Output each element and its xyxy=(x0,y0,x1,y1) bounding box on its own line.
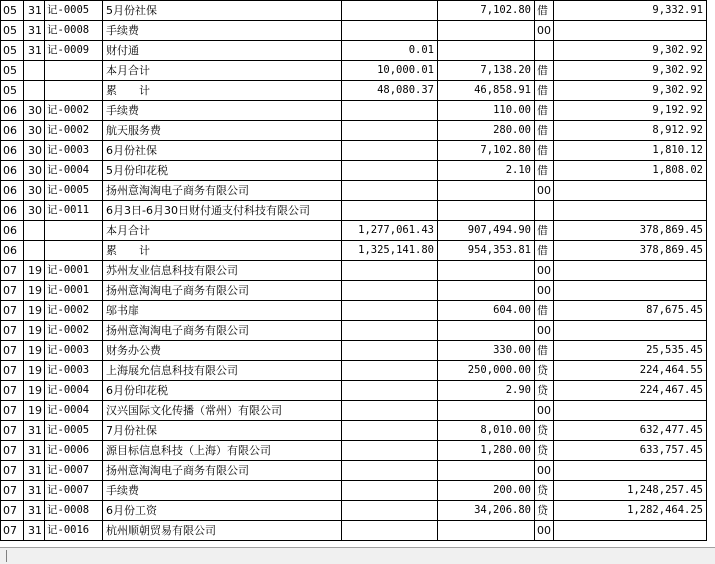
balance-cell[interactable] xyxy=(554,461,707,481)
day-cell[interactable]: 31 xyxy=(24,461,45,481)
voucher-cell[interactable]: 记-0004 xyxy=(45,161,103,181)
voucher-cell[interactable]: 记-0002 xyxy=(45,301,103,321)
direction-cell[interactable] xyxy=(535,41,554,61)
direction-cell[interactable]: 00 xyxy=(535,401,554,421)
summary-cell[interactable]: 7月份社保 xyxy=(103,421,342,441)
credit-cell[interactable] xyxy=(438,181,535,201)
credit-cell[interactable]: 34,206.80 xyxy=(438,501,535,521)
table-row[interactable] xyxy=(1,481,707,501)
balance-cell[interactable] xyxy=(554,281,707,301)
day-cell[interactable]: 30 xyxy=(24,201,45,221)
balance-cell[interactable]: 632,477.45 xyxy=(554,421,707,441)
direction-cell[interactable]: 贷 xyxy=(535,481,554,501)
direction-cell[interactable]: 借 xyxy=(535,121,554,141)
table-row[interactable] xyxy=(1,461,707,481)
month-cell[interactable]: 07 xyxy=(1,281,24,301)
table-row[interactable] xyxy=(1,41,707,61)
summary-cell[interactable]: 杭州顺朝贸易有限公司 xyxy=(103,521,342,541)
summary-cell[interactable]: 手续费 xyxy=(103,481,342,501)
day-cell[interactable]: 19 xyxy=(24,401,45,421)
balance-cell[interactable]: 8,912.92 xyxy=(554,121,707,141)
debit-cell[interactable] xyxy=(342,101,438,121)
voucher-cell[interactable]: 记-0001 xyxy=(45,261,103,281)
balance-cell[interactable]: 87,675.45 xyxy=(554,301,707,321)
direction-cell[interactable]: 贷 xyxy=(535,501,554,521)
summary-cell[interactable]: 苏州友业信息科技有限公司 xyxy=(103,261,342,281)
table-row[interactable] xyxy=(1,1,707,21)
credit-cell[interactable] xyxy=(438,321,535,341)
credit-cell[interactable] xyxy=(438,21,535,41)
balance-cell[interactable]: 633,757.45 xyxy=(554,441,707,461)
month-cell[interactable]: 06 xyxy=(1,201,24,221)
debit-cell[interactable] xyxy=(342,121,438,141)
table-row[interactable] xyxy=(1,261,707,281)
summary-cell[interactable]: 上海展允信息科技有限公司 xyxy=(103,361,342,381)
summary-cell[interactable]: 本月合计 xyxy=(103,221,342,241)
debit-cell[interactable]: 1,325,141.80 xyxy=(342,241,438,261)
balance-cell[interactable]: 9,302.92 xyxy=(554,41,707,61)
summary-cell[interactable]: 手续费 xyxy=(103,101,342,121)
summary-cell[interactable]: 6月份社保 xyxy=(103,141,342,161)
day-cell[interactable]: 30 xyxy=(24,141,45,161)
month-cell[interactable]: 05 xyxy=(1,1,24,21)
direction-cell[interactable]: 借 xyxy=(535,61,554,81)
day-cell[interactable] xyxy=(24,241,45,261)
table-row[interactable] xyxy=(1,181,707,201)
month-cell[interactable]: 07 xyxy=(1,461,24,481)
credit-cell[interactable]: 110.00 xyxy=(438,101,535,121)
direction-cell[interactable]: 借 xyxy=(535,81,554,101)
table-row[interactable] xyxy=(1,221,707,241)
summary-cell[interactable]: 航天服务费 xyxy=(103,121,342,141)
debit-cell[interactable] xyxy=(342,501,438,521)
voucher-cell[interactable]: 记-0008 xyxy=(45,21,103,41)
table-row[interactable] xyxy=(1,501,707,521)
month-cell[interactable]: 06 xyxy=(1,221,24,241)
credit-cell[interactable] xyxy=(438,521,535,541)
scroll-edge-mark xyxy=(6,550,7,562)
table-row[interactable] xyxy=(1,401,707,421)
voucher-cell[interactable]: 记-0002 xyxy=(45,101,103,121)
day-cell[interactable]: 31 xyxy=(24,481,45,501)
credit-cell[interactable]: 1,280.00 xyxy=(438,441,535,461)
voucher-cell[interactable]: 记-0007 xyxy=(45,461,103,481)
debit-cell[interactable] xyxy=(342,21,438,41)
debit-cell[interactable] xyxy=(342,1,438,21)
direction-cell[interactable]: 借 xyxy=(535,301,554,321)
voucher-cell[interactable] xyxy=(45,81,103,101)
voucher-cell[interactable]: 记-0009 xyxy=(45,41,103,61)
table-row[interactable] xyxy=(1,321,707,341)
summary-cell[interactable]: 源目标信息科技（上海）有限公司 xyxy=(103,441,342,461)
month-cell[interactable]: 06 xyxy=(1,101,24,121)
table-row[interactable] xyxy=(1,161,707,181)
direction-cell[interactable]: 00 xyxy=(535,281,554,301)
voucher-cell[interactable]: 记-0007 xyxy=(45,481,103,501)
debit-cell[interactable] xyxy=(342,341,438,361)
credit-cell[interactable]: 7,138.20 xyxy=(438,61,535,81)
debit-cell[interactable]: 48,080.37 xyxy=(342,81,438,101)
balance-cell[interactable] xyxy=(554,521,707,541)
table-row[interactable] xyxy=(1,521,707,541)
credit-cell[interactable]: 2.10 xyxy=(438,161,535,181)
debit-cell[interactable] xyxy=(342,161,438,181)
credit-cell[interactable]: 280.00 xyxy=(438,121,535,141)
month-cell[interactable]: 07 xyxy=(1,521,24,541)
day-cell[interactable]: 19 xyxy=(24,261,45,281)
day-cell[interactable] xyxy=(24,221,45,241)
credit-cell[interactable] xyxy=(438,41,535,61)
debit-cell[interactable] xyxy=(342,441,438,461)
direction-cell[interactable]: 贷 xyxy=(535,381,554,401)
debit-cell[interactable] xyxy=(342,201,438,221)
day-cell[interactable]: 19 xyxy=(24,361,45,381)
table-row[interactable] xyxy=(1,421,707,441)
direction-cell[interactable]: 00 xyxy=(535,321,554,341)
day-cell[interactable]: 30 xyxy=(24,161,45,181)
direction-cell[interactable]: 00 xyxy=(535,521,554,541)
day-cell[interactable]: 31 xyxy=(24,441,45,461)
balance-cell[interactable]: 9,302.92 xyxy=(554,61,707,81)
balance-cell[interactable] xyxy=(554,321,707,341)
horizontal-scrollbar[interactable] xyxy=(0,547,715,564)
day-cell[interactable]: 19 xyxy=(24,321,45,341)
debit-cell[interactable] xyxy=(342,181,438,201)
month-cell[interactable]: 07 xyxy=(1,341,24,361)
table-row[interactable] xyxy=(1,441,707,461)
summary-cell[interactable]: 6月份工资 xyxy=(103,501,342,521)
voucher-cell[interactable]: 记-0006 xyxy=(45,441,103,461)
voucher-cell[interactable]: 记-0003 xyxy=(45,341,103,361)
balance-cell[interactable] xyxy=(554,261,707,281)
day-cell[interactable]: 31 xyxy=(24,521,45,541)
credit-cell[interactable] xyxy=(438,401,535,421)
balance-cell[interactable] xyxy=(554,201,707,221)
direction-cell[interactable]: 借 xyxy=(535,341,554,361)
debit-cell[interactable] xyxy=(342,481,438,501)
direction-cell[interactable]: 借 xyxy=(535,241,554,261)
voucher-cell[interactable]: 记-0002 xyxy=(45,321,103,341)
credit-cell[interactable]: 7,102.80 xyxy=(438,1,535,21)
table-row[interactable] xyxy=(1,141,707,161)
balance-cell[interactable] xyxy=(554,181,707,201)
balance-cell[interactable]: 1,808.02 xyxy=(554,161,707,181)
voucher-cell[interactable]: 记-0002 xyxy=(45,121,103,141)
summary-cell[interactable]: 5月份印花税 xyxy=(103,161,342,181)
table-row[interactable] xyxy=(1,341,707,361)
debit-cell[interactable]: 1,277,061.43 xyxy=(342,221,438,241)
month-cell[interactable]: 07 xyxy=(1,361,24,381)
summary-cell[interactable]: 财务办公费 xyxy=(103,341,342,361)
table-row[interactable] xyxy=(1,241,707,261)
month-cell[interactable]: 07 xyxy=(1,301,24,321)
month-cell[interactable]: 06 xyxy=(1,241,24,261)
month-cell[interactable]: 07 xyxy=(1,261,24,281)
day-cell[interactable]: 19 xyxy=(24,281,45,301)
month-cell[interactable]: 06 xyxy=(1,121,24,141)
summary-cell[interactable]: 累 计 xyxy=(103,241,342,261)
month-cell[interactable]: 06 xyxy=(1,161,24,181)
voucher-cell[interactable]: 记-0004 xyxy=(45,401,103,421)
month-cell[interactable]: 06 xyxy=(1,181,24,201)
table-row[interactable] xyxy=(1,101,707,121)
summary-cell[interactable]: 本月合计 xyxy=(103,61,342,81)
table-row[interactable] xyxy=(1,381,707,401)
debit-cell[interactable] xyxy=(342,301,438,321)
summary-cell[interactable]: 扬州意淘淘电子商务有限公司 xyxy=(103,461,342,481)
day-cell[interactable]: 19 xyxy=(24,301,45,321)
day-cell[interactable]: 31 xyxy=(24,1,45,21)
voucher-cell[interactable]: 记-0001 xyxy=(45,281,103,301)
month-cell[interactable]: 07 xyxy=(1,501,24,521)
balance-cell[interactable]: 25,535.45 xyxy=(554,341,707,361)
credit-cell[interactable]: 2.90 xyxy=(438,381,535,401)
balance-cell[interactable]: 1,810.12 xyxy=(554,141,707,161)
debit-cell[interactable]: 0.01 xyxy=(342,41,438,61)
direction-cell[interactable]: 00 xyxy=(535,461,554,481)
voucher-cell[interactable]: 记-0016 xyxy=(45,521,103,541)
summary-cell[interactable]: 汉兴国际文化传播（常州）有限公司 xyxy=(103,401,342,421)
balance-cell[interactable]: 224,464.55 xyxy=(554,361,707,381)
direction-cell[interactable]: 00 xyxy=(535,181,554,201)
voucher-cell[interactable]: 记-0003 xyxy=(45,361,103,381)
debit-cell[interactable] xyxy=(342,361,438,381)
debit-cell[interactable]: 10,000.01 xyxy=(342,61,438,81)
table-row[interactable] xyxy=(1,21,707,41)
summary-cell[interactable]: 累 计 xyxy=(103,81,342,101)
day-cell[interactable]: 30 xyxy=(24,181,45,201)
debit-cell[interactable] xyxy=(342,281,438,301)
month-cell[interactable]: 07 xyxy=(1,481,24,501)
direction-cell[interactable]: 00 xyxy=(535,261,554,281)
voucher-cell[interactable] xyxy=(45,241,103,261)
summary-cell[interactable]: 6月3日-6月30日财付通支付科技有限公司 xyxy=(103,201,342,221)
month-cell[interactable]: 05 xyxy=(1,61,24,81)
direction-cell[interactable]: 借 xyxy=(535,161,554,181)
voucher-cell[interactable]: 记-0004 xyxy=(45,381,103,401)
direction-cell[interactable]: 贷 xyxy=(535,421,554,441)
balance-cell[interactable]: 9,332.91 xyxy=(554,1,707,21)
debit-cell[interactable] xyxy=(342,461,438,481)
credit-cell[interactable]: 250,000.00 xyxy=(438,361,535,381)
day-cell[interactable]: 19 xyxy=(24,341,45,361)
summary-cell[interactable]: 5月份社保 xyxy=(103,1,342,21)
month-cell[interactable]: 05 xyxy=(1,41,24,61)
voucher-cell[interactable] xyxy=(45,221,103,241)
summary-cell[interactable]: 财付通 xyxy=(103,41,342,61)
day-cell[interactable]: 19 xyxy=(24,381,45,401)
credit-cell[interactable]: 954,353.81 xyxy=(438,241,535,261)
voucher-cell[interactable]: 记-0005 xyxy=(45,1,103,21)
summary-cell[interactable]: 扬州意淘淘电子商务有限公司 xyxy=(103,281,342,301)
voucher-cell[interactable] xyxy=(45,61,103,81)
balance-cell[interactable]: 378,869.45 xyxy=(554,221,707,241)
credit-cell[interactable] xyxy=(438,281,535,301)
balance-cell[interactable]: 224,467.45 xyxy=(554,381,707,401)
direction-cell[interactable]: 贷 xyxy=(535,361,554,381)
voucher-cell[interactable]: 记-0005 xyxy=(45,421,103,441)
direction-cell[interactable]: 借 xyxy=(535,221,554,241)
month-cell[interactable]: 05 xyxy=(1,81,24,101)
day-cell[interactable]: 31 xyxy=(24,421,45,441)
table-row[interactable] xyxy=(1,301,707,321)
direction-cell[interactable]: 00 xyxy=(535,21,554,41)
table-row[interactable] xyxy=(1,361,707,381)
balance-cell[interactable]: 9,192.92 xyxy=(554,101,707,121)
balance-cell[interactable]: 9,302.92 xyxy=(554,81,707,101)
balance-cell[interactable]: 378,869.45 xyxy=(554,241,707,261)
credit-cell[interactable] xyxy=(438,201,535,221)
summary-cell[interactable]: 6月份印花税 xyxy=(103,381,342,401)
credit-cell[interactable] xyxy=(438,461,535,481)
debit-cell[interactable] xyxy=(342,321,438,341)
voucher-cell[interactable]: 记-0008 xyxy=(45,501,103,521)
debit-cell[interactable] xyxy=(342,401,438,421)
day-cell[interactable]: 31 xyxy=(24,41,45,61)
balance-cell[interactable]: 1,282,464.25 xyxy=(554,501,707,521)
voucher-cell[interactable]: 记-0005 xyxy=(45,181,103,201)
month-cell[interactable]: 07 xyxy=(1,321,24,341)
debit-cell[interactable] xyxy=(342,261,438,281)
credit-cell[interactable]: 8,010.00 xyxy=(438,421,535,441)
balance-cell[interactable] xyxy=(554,401,707,421)
direction-cell[interactable]: 贷 xyxy=(535,441,554,461)
month-cell[interactable]: 07 xyxy=(1,421,24,441)
credit-cell[interactable] xyxy=(438,261,535,281)
credit-cell[interactable]: 46,858.91 xyxy=(438,81,535,101)
summary-cell[interactable]: 手续费 xyxy=(103,21,342,41)
voucher-cell[interactable]: 记-0011 xyxy=(45,201,103,221)
month-cell[interactable]: 06 xyxy=(1,141,24,161)
month-cell[interactable]: 05 xyxy=(1,21,24,41)
credit-cell[interactable]: 200.00 xyxy=(438,481,535,501)
month-cell[interactable]: 07 xyxy=(1,441,24,461)
summary-cell[interactable]: 邬书扉 xyxy=(103,301,342,321)
balance-cell[interactable] xyxy=(554,21,707,41)
day-cell[interactable]: 31 xyxy=(24,501,45,521)
table-row[interactable] xyxy=(1,201,707,221)
day-cell[interactable]: 30 xyxy=(24,101,45,121)
credit-cell[interactable]: 604.00 xyxy=(438,301,535,321)
debit-cell[interactable] xyxy=(342,381,438,401)
credit-cell[interactable]: 330.00 xyxy=(438,341,535,361)
debit-cell[interactable] xyxy=(342,421,438,441)
summary-cell[interactable]: 扬州意淘淘电子商务有限公司 xyxy=(103,181,342,201)
table-row[interactable] xyxy=(1,81,707,101)
direction-cell[interactable] xyxy=(535,201,554,221)
month-cell[interactable]: 07 xyxy=(1,381,24,401)
balance-cell[interactable]: 1,248,257.45 xyxy=(554,481,707,501)
direction-cell[interactable]: 借 xyxy=(535,1,554,21)
day-cell[interactable]: 31 xyxy=(24,21,45,41)
table-row[interactable] xyxy=(1,61,707,81)
day-cell[interactable] xyxy=(24,61,45,81)
table-row[interactable] xyxy=(1,281,707,301)
month-cell[interactable]: 07 xyxy=(1,401,24,421)
debit-cell[interactable] xyxy=(342,521,438,541)
credit-cell[interactable]: 7,102.80 xyxy=(438,141,535,161)
day-cell[interactable] xyxy=(24,81,45,101)
credit-cell[interactable]: 907,494.90 xyxy=(438,221,535,241)
summary-cell[interactable]: 扬州意淘淘电子商务有限公司 xyxy=(103,321,342,341)
direction-cell[interactable]: 借 xyxy=(535,101,554,121)
table-row[interactable] xyxy=(1,121,707,141)
voucher-cell[interactable]: 记-0003 xyxy=(45,141,103,161)
day-cell[interactable]: 30 xyxy=(24,121,45,141)
debit-cell[interactable] xyxy=(342,141,438,161)
direction-cell[interactable]: 借 xyxy=(535,141,554,161)
ledger-body xyxy=(1,1,707,541)
